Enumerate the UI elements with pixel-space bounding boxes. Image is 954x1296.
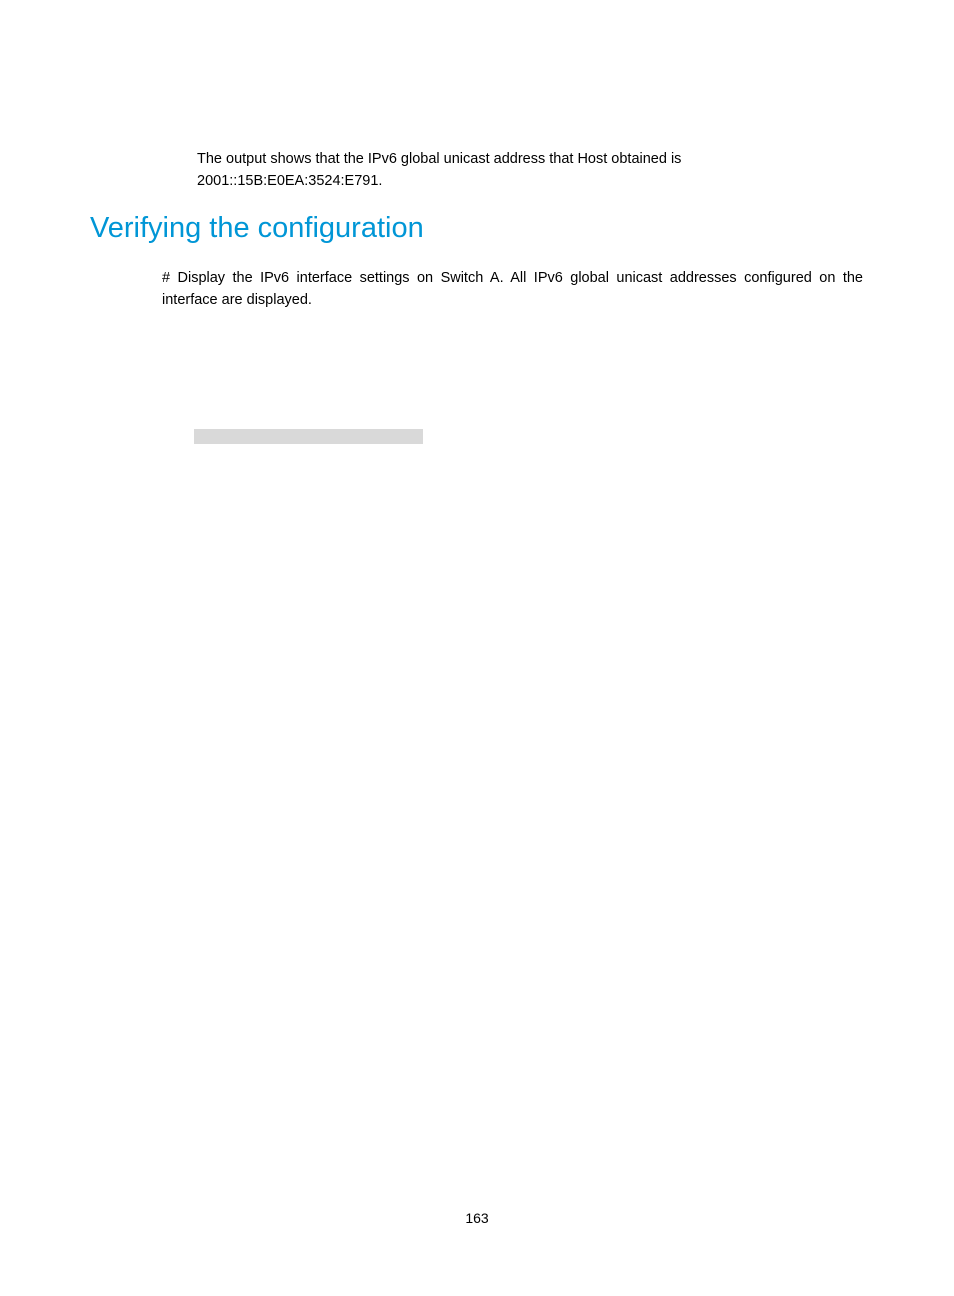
page-number: 163	[465, 1210, 489, 1226]
section-heading: Verifying the configuration	[90, 212, 424, 244]
note-line-2: 2001::15B:E0EA:3524:E791.	[197, 173, 383, 189]
instruction-paragraph: # Display the IPv6 interface settings on Switch A. All IPv6 global unicast addresses configured on the interface are displayed.	[162, 270, 863, 308]
code-block-shading	[194, 429, 423, 444]
result-note	[197, 148, 817, 192]
note-line-1: The output shows that the IPv6 global unicast address that Host obtained is	[197, 151, 682, 167]
